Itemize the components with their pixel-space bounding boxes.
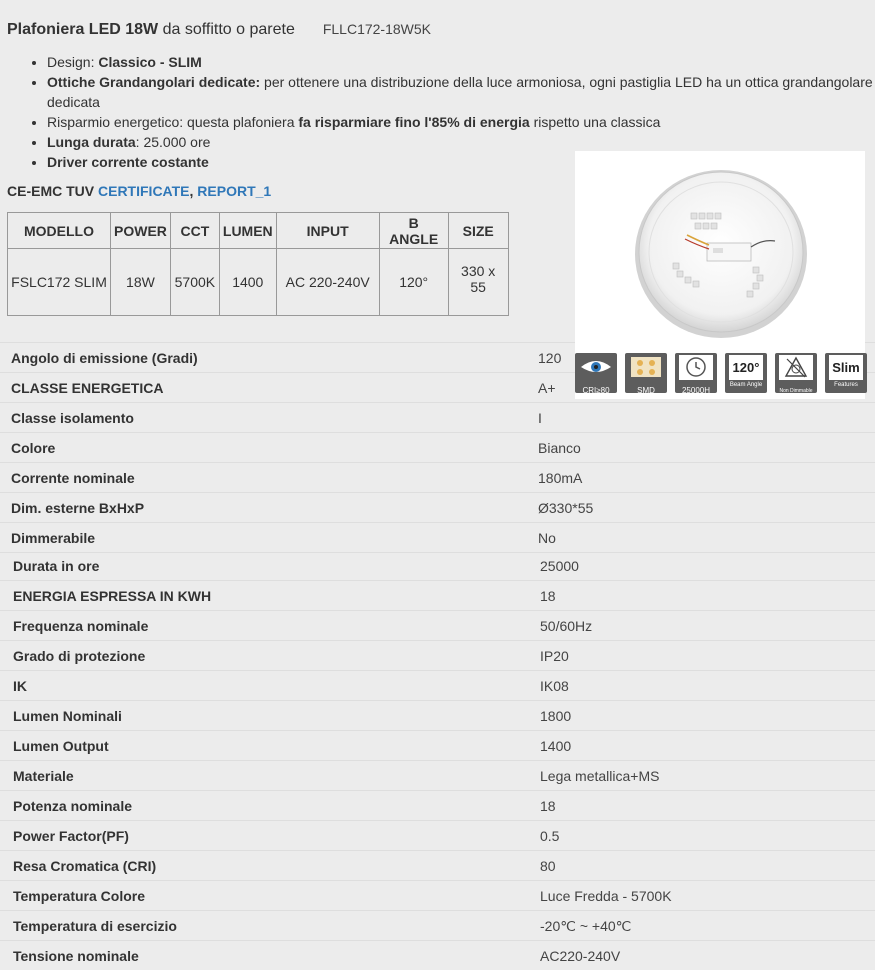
property-value: 0.5 [540, 828, 560, 844]
property-row [0, 700, 875, 730]
property-row [0, 432, 875, 462]
ceiling-light-illustration [575, 151, 865, 399]
property-key: Dim. esterne BxHxP [11, 500, 145, 516]
property-row [0, 820, 875, 850]
property-key: Corrente nominale [11, 470, 135, 486]
property-row [0, 760, 875, 790]
property-row [0, 522, 875, 552]
property-row [0, 940, 875, 970]
page-title [7, 21, 431, 39]
spec-header-cell: POWER [111, 213, 171, 249]
badge-slim: Slim Features [825, 353, 867, 393]
property-key: Tensione nominale [13, 948, 139, 964]
property-value: 80 [540, 858, 556, 874]
spec-header-cell: SIZE [448, 213, 508, 249]
feature-energy: • Risparmio energetico: questa plafoniera fa risparmiare fino l'85% di energia rispetto una classica [47, 112, 875, 132]
property-key: Power Factor(PF) [13, 828, 129, 844]
beam-angle-icon: 120° [729, 355, 763, 380]
property-value: Bianco [538, 440, 581, 456]
spec-header-cell: LUMEN [219, 213, 276, 249]
property-key: Classe isolamento [11, 410, 134, 426]
badge-beam-angle: 120° Beam Angle [725, 353, 767, 393]
property-key: CLASSE ENERGETICA [11, 380, 164, 396]
property-key: Colore [11, 440, 56, 456]
property-value: Lega metallica+MS [540, 768, 660, 784]
badge-cri: CRI≥80 [575, 353, 617, 393]
spec-cell: 18W [111, 249, 171, 316]
spec-header-cell: INPUT [276, 213, 379, 249]
eye-icon [575, 353, 617, 381]
property-value: 1400 [540, 738, 572, 754]
certifications: CE-EMC TUV CERTIFICATE, REPORT_1 [7, 183, 272, 199]
feature-optics: • Ottiche Grandangolari dedicate: per ottenere una distribuzione della luce armoniosa, ogni pastiglia LED ha un ottica grandangolare dedicata [47, 72, 875, 112]
slim-icon: Slim [829, 355, 863, 380]
property-key: Durata in ore [13, 558, 100, 574]
property-row [0, 790, 875, 820]
property-value: IP20 [540, 648, 569, 664]
property-row [0, 402, 875, 432]
badge-lifetime: 25000H [675, 353, 717, 393]
property-row [0, 610, 875, 640]
property-value: 180mA [538, 470, 583, 486]
properties-list [0, 342, 875, 970]
property-value: No [538, 530, 556, 546]
property-row [0, 492, 875, 522]
property-row [0, 580, 875, 610]
property-row [0, 670, 875, 700]
title-bold: Plafoniera LED 18W [7, 21, 159, 38]
property-key: Dimmerabile [11, 530, 96, 546]
non-dimmable-icon [775, 353, 817, 381]
property-value: I [538, 410, 542, 426]
property-value: 25000 [540, 558, 579, 574]
property-row [0, 850, 875, 880]
property-key: Materiale [13, 768, 74, 784]
spec-cell: 120° [379, 249, 448, 316]
spec-header-row [8, 213, 509, 249]
property-key: Angolo di emissione (Gradi) [11, 350, 198, 366]
property-key: Lumen Output [13, 738, 109, 754]
property-value: AC220-240V [540, 948, 621, 964]
property-row [0, 640, 875, 670]
cert-prefix: CE-EMC TUV [7, 183, 98, 199]
property-key: Frequenza nominale [13, 618, 149, 634]
property-key: Potenza nominale [13, 798, 133, 814]
property-row [0, 880, 875, 910]
property-value: 18 [540, 798, 556, 814]
product-image [575, 151, 865, 399]
title-rest: da soffitto o parete [158, 21, 295, 38]
clock-icon [675, 353, 717, 381]
spec-header-cell: CCT [170, 213, 219, 249]
spec-header-cell: MODELLO [8, 213, 111, 249]
product-code: FLLC172-18W5K [322, 21, 432, 37]
property-key: Temperatura Colore [13, 888, 145, 904]
property-key: Temperatura di esercizio [13, 918, 177, 934]
spec-cell: 5700K [170, 249, 219, 316]
property-value: 1800 [540, 708, 572, 724]
report-link[interactable]: REPORT_1 [197, 183, 272, 199]
property-value: IK08 [540, 678, 569, 694]
property-key: Lumen Nominali [13, 708, 122, 724]
property-value: 120 [538, 350, 562, 366]
certificate-link[interactable]: CERTIFICATE [98, 183, 190, 199]
property-row [0, 910, 875, 940]
property-key: IK [13, 678, 27, 694]
spec-cell: 330 x 55 [448, 249, 508, 316]
spec-cell: 1400 [219, 249, 276, 316]
spec-cell: AC 220-240V [276, 249, 379, 316]
spec-data-row [8, 249, 509, 316]
badge-non-dimmable: Non Dimmable [775, 353, 817, 393]
smd-chip-icon [625, 353, 667, 381]
property-value: 50/60Hz [540, 618, 593, 634]
feature-driver: • Driver corrente costante [47, 152, 875, 172]
property-value: Luce Fredda - 5700K [540, 888, 672, 904]
spec-header-cell: B ANGLE [379, 213, 448, 249]
spec-table [7, 212, 509, 316]
property-key: Grado di protezione [13, 648, 146, 664]
property-row [0, 552, 875, 580]
spec-cell: FSLC172 SLIM [8, 249, 111, 316]
feature-lifetime: • Lunga durata: 25.000 ore [47, 132, 875, 152]
badge-smd: SMD [625, 353, 667, 393]
property-value: Ø330*55 [538, 500, 594, 516]
property-value: -20℃ ~ +40℃ [540, 918, 632, 934]
property-row [0, 730, 875, 760]
feature-design: • Design: Classico - SLIM [47, 52, 875, 72]
property-key: Resa Cromatica (CRI) [13, 858, 157, 874]
property-row [0, 462, 875, 492]
property-value: A+ [538, 380, 556, 396]
property-value: 18 [540, 588, 556, 604]
property-key: ENERGIA ESPRESSA IN KWH [13, 588, 212, 604]
